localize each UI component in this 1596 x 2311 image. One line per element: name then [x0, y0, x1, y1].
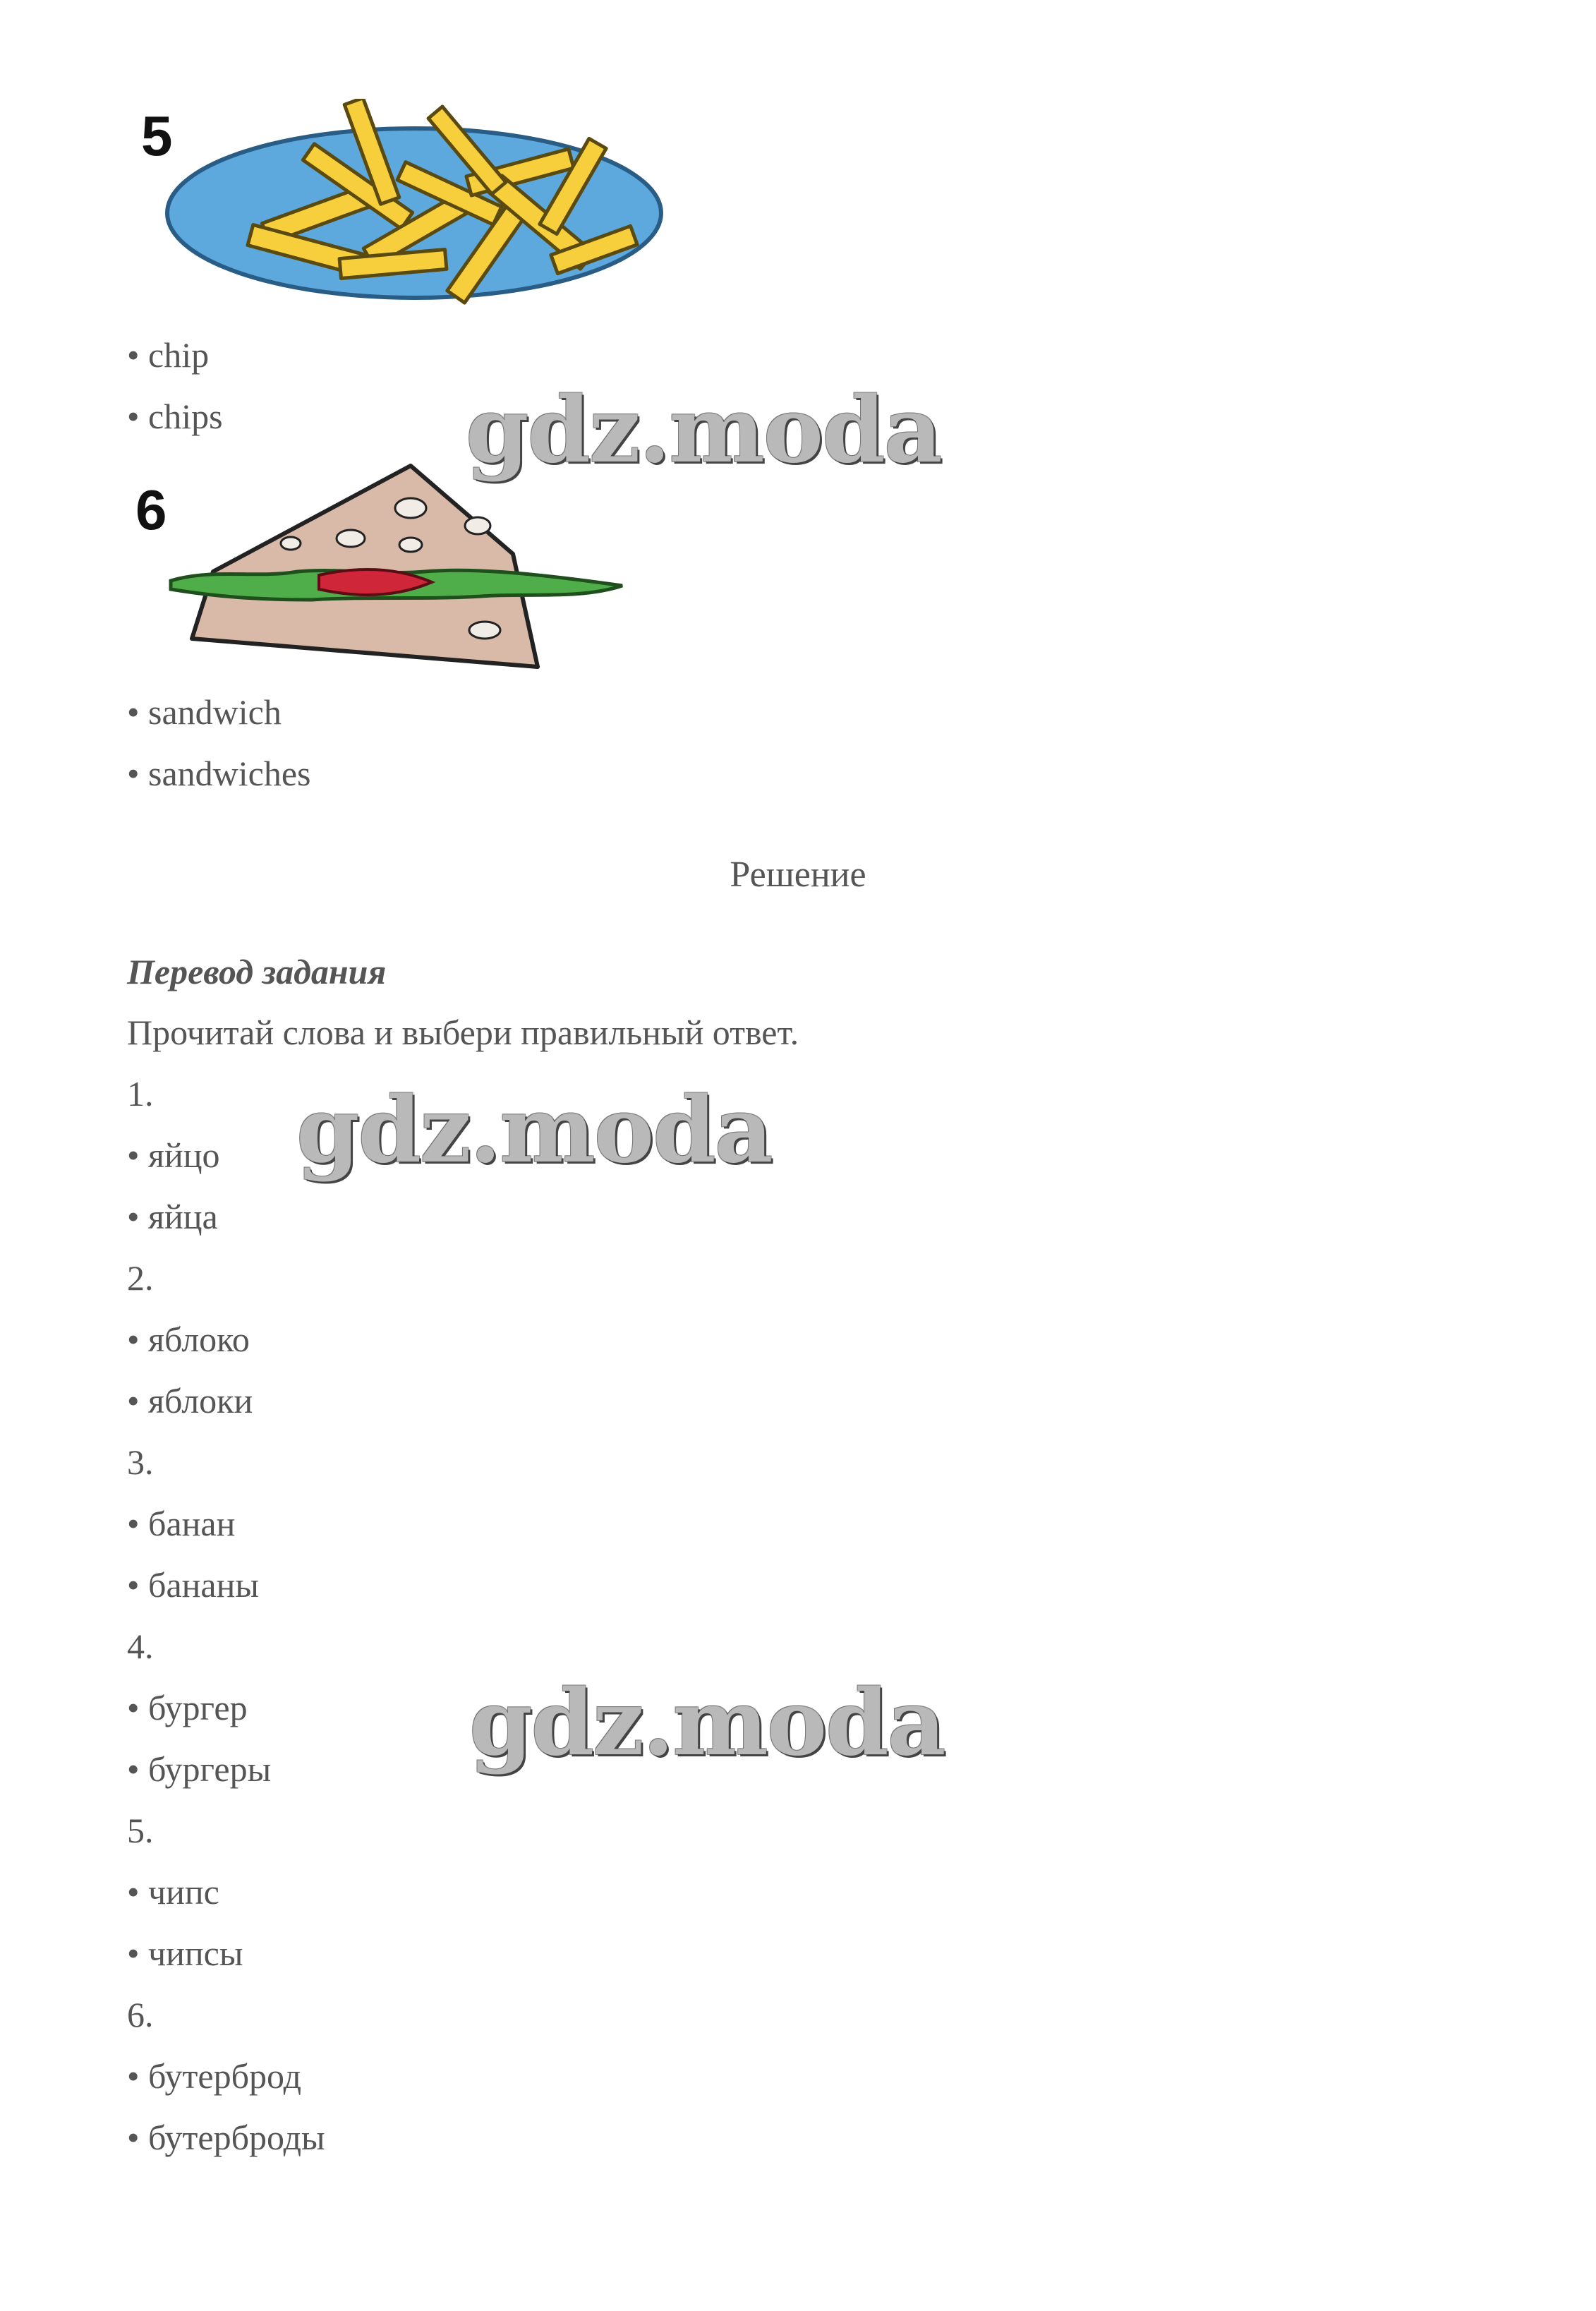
sandwich-picture — [128, 455, 636, 675]
item-singular: • бургер — [127, 1688, 248, 1727]
item-number: 2. — [127, 1258, 154, 1298]
item-number: 4. — [127, 1627, 154, 1666]
watermark: gdz.moda — [466, 378, 941, 483]
word-chip: • chip — [127, 335, 210, 375]
translation-heading: Перевод задания — [127, 952, 387, 991]
item-plural: • чипсы — [127, 1933, 243, 1973]
watermark: gdz.moda — [469, 1670, 945, 1776]
picture-number: 5 — [141, 104, 173, 167]
item-singular: • чипс — [127, 1872, 219, 1912]
item-plural: • бутерброды — [127, 2118, 325, 2157]
item-plural: • яйца — [127, 1197, 218, 1236]
word-chips: • chips — [127, 397, 223, 436]
item-singular: • банан — [127, 1504, 236, 1543]
item-singular: • яйцо — [127, 1135, 220, 1175]
word-sandwiches: • sandwiches — [127, 754, 311, 793]
solution-heading: Решение — [730, 855, 866, 895]
item-plural: • яблоки — [127, 1381, 253, 1420]
item-singular: • бутерброд — [127, 2056, 302, 2096]
word-sandwich: • sandwich — [127, 692, 282, 732]
watermark: gdz.moda — [296, 1078, 772, 1183]
picture-number: 6 — [135, 478, 167, 541]
item-number: 3. — [127, 1442, 154, 1482]
item-singular: • яблоко — [127, 1320, 250, 1359]
item-number: 6. — [127, 1995, 154, 2034]
item-plural: • бургеры — [127, 1749, 272, 1789]
item-number: 1. — [127, 1074, 154, 1114]
chips-picture — [128, 99, 665, 319]
translation-instruction: Прочитай слова и выбери правильный ответ. — [127, 1013, 799, 1052]
item-plural: • бананы — [127, 1565, 259, 1605]
item-number: 5. — [127, 1811, 154, 1850]
